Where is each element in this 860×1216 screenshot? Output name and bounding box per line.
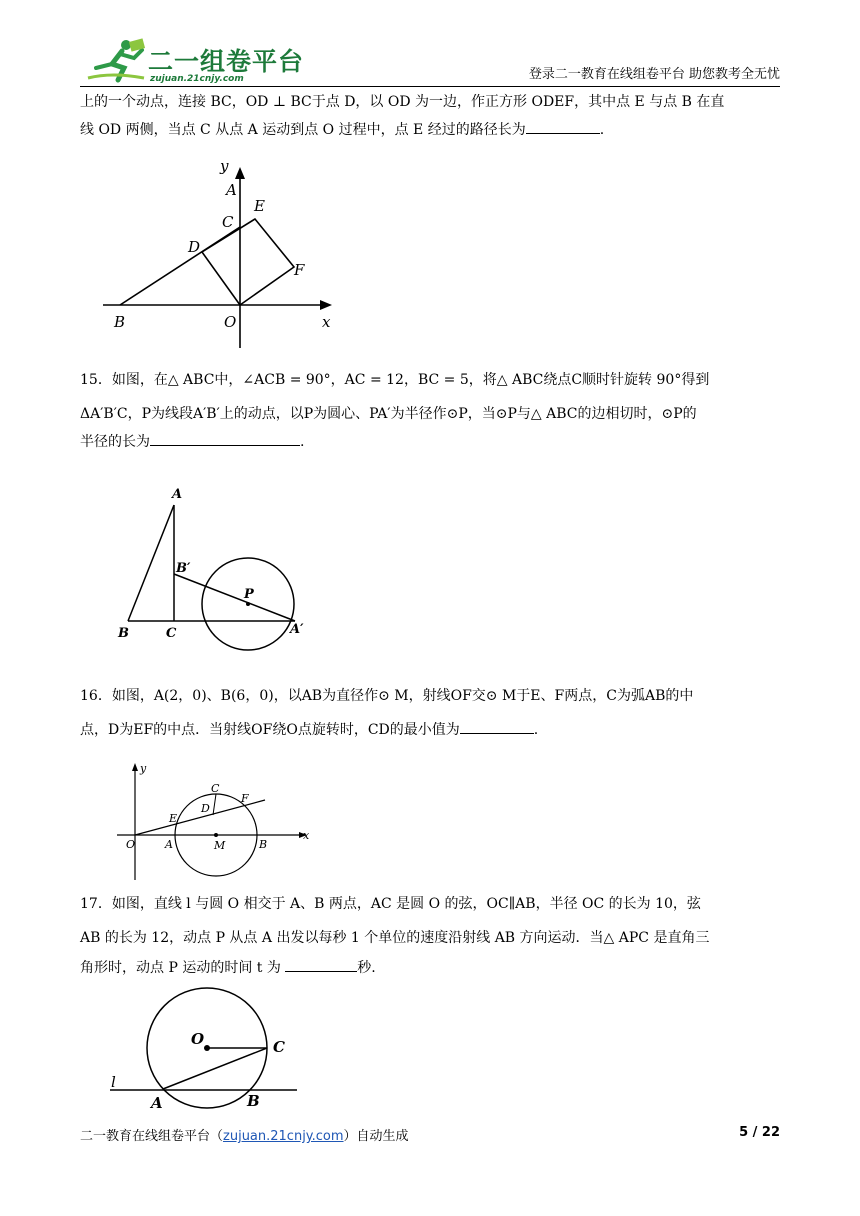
- label-A: A: [151, 1094, 163, 1112]
- label-C: C: [273, 1038, 285, 1056]
- q15-line2: ΔA′B′C，P为线段A′B′上的动点，以P为圆心、PA′为半径作⊙P，当⊙P与△ ABC的边相切时，⊙P的: [80, 406, 697, 422]
- label-C: C: [222, 213, 234, 231]
- label-F: F: [294, 261, 305, 279]
- q14-line1: 上的一个动点，连接 BC，OD ⊥ BC于点 D，以 OD 为一边，作正方形 ODEF，其中点 E 与点 B 在直: [80, 94, 725, 110]
- page-header: [80, 30, 780, 87]
- label-B: B: [259, 838, 268, 851]
- label-A: A: [226, 181, 237, 199]
- label-x: x: [322, 313, 331, 331]
- answer-blank[interactable]: [460, 717, 534, 734]
- q14-line2: 线 OD 两侧，当点 C 从点 A 运动到点 O 过程中，点 E 经过的路径长为 .: [80, 116, 780, 144]
- label-D: D: [201, 802, 210, 815]
- answer-blank[interactable]: [526, 117, 600, 134]
- label-A: A: [165, 838, 173, 851]
- question-15: [80, 366, 780, 456]
- answer-blank[interactable]: [285, 955, 357, 972]
- footer-source: 二一教育在线组卷平台（zujuan.21cnjy.com）自动生成: [80, 1129, 409, 1144]
- label-l: l: [111, 1073, 116, 1091]
- label-F: F: [241, 792, 249, 805]
- question-14: [80, 88, 780, 144]
- q16-line2: 点，D为EF的中点．当射线OF绕O点旋转时，CD的最小值为 .: [80, 716, 780, 744]
- label-O: O: [126, 838, 136, 851]
- label-O: O: [191, 1030, 205, 1048]
- label-A: A: [172, 487, 183, 502]
- runner-logo-icon: [82, 38, 148, 84]
- label-C: C: [166, 626, 177, 641]
- q15-figure: [110, 480, 320, 655]
- label-x: x: [303, 829, 310, 842]
- q17-figure: [105, 985, 305, 1113]
- q17-line3: 角形时，动点 P 运动的时间 t 为 秒.: [80, 954, 780, 982]
- label-B: B: [114, 313, 126, 331]
- label-D: D: [188, 238, 201, 256]
- question-16: [80, 682, 780, 744]
- q14-figure: [100, 155, 345, 350]
- q17-line1: 17．如图，直线 l 与圆 O 相交于 A、B 两点，AC 是圆 O 的弦，OC∥AB，半径 OC 的长为 10，弦: [80, 896, 701, 912]
- label-B-prime: B′: [176, 561, 191, 576]
- question-17: [80, 890, 780, 982]
- logo-title: 二一组卷平台: [148, 47, 305, 76]
- label-B: B: [247, 1092, 260, 1110]
- footer-link[interactable]: zujuan.21cnjy.com: [223, 1129, 344, 1144]
- label-E: E: [254, 197, 265, 215]
- site-logo: [82, 38, 305, 84]
- logo-url: zujuan.21cnjy.com: [150, 74, 244, 84]
- label-E: E: [169, 812, 178, 825]
- label-O: O: [224, 313, 237, 331]
- answer-blank[interactable]: [150, 429, 300, 446]
- q15-line3: 半径的长为 .: [80, 428, 780, 456]
- header-slogan: 登录二一教育在线组卷平台 助您教考全无忧: [528, 67, 780, 82]
- q17-line2: AB 的长为 12，动点 P 从点 A 出发以每秒 1 个单位的速度沿射线 AB 方向运动．当△ APC 是直角三: [80, 930, 710, 946]
- label-y: y: [140, 762, 147, 775]
- label-C: C: [211, 782, 220, 795]
- label-y: y: [220, 157, 229, 175]
- q16-line1: 16．如图，A(2，0)、B(6，0)，以AB为直径作⊙ M，射线OF交⊙ M于E、F两点，C为弧AB的中: [80, 688, 694, 704]
- q16-figure: [115, 760, 315, 885]
- page-number: 5 / 22: [739, 1125, 780, 1140]
- label-P: P: [244, 587, 254, 602]
- label-B: B: [118, 626, 129, 641]
- label-M: M: [214, 839, 226, 852]
- label-A-prime: A′: [290, 622, 304, 637]
- q15-line1: 15．如图，在△ ABC中，∠ACB = 90°，AC = 12，BC = 5，将△ ABC绕点C顺时针旋转 90°得到: [80, 372, 710, 388]
